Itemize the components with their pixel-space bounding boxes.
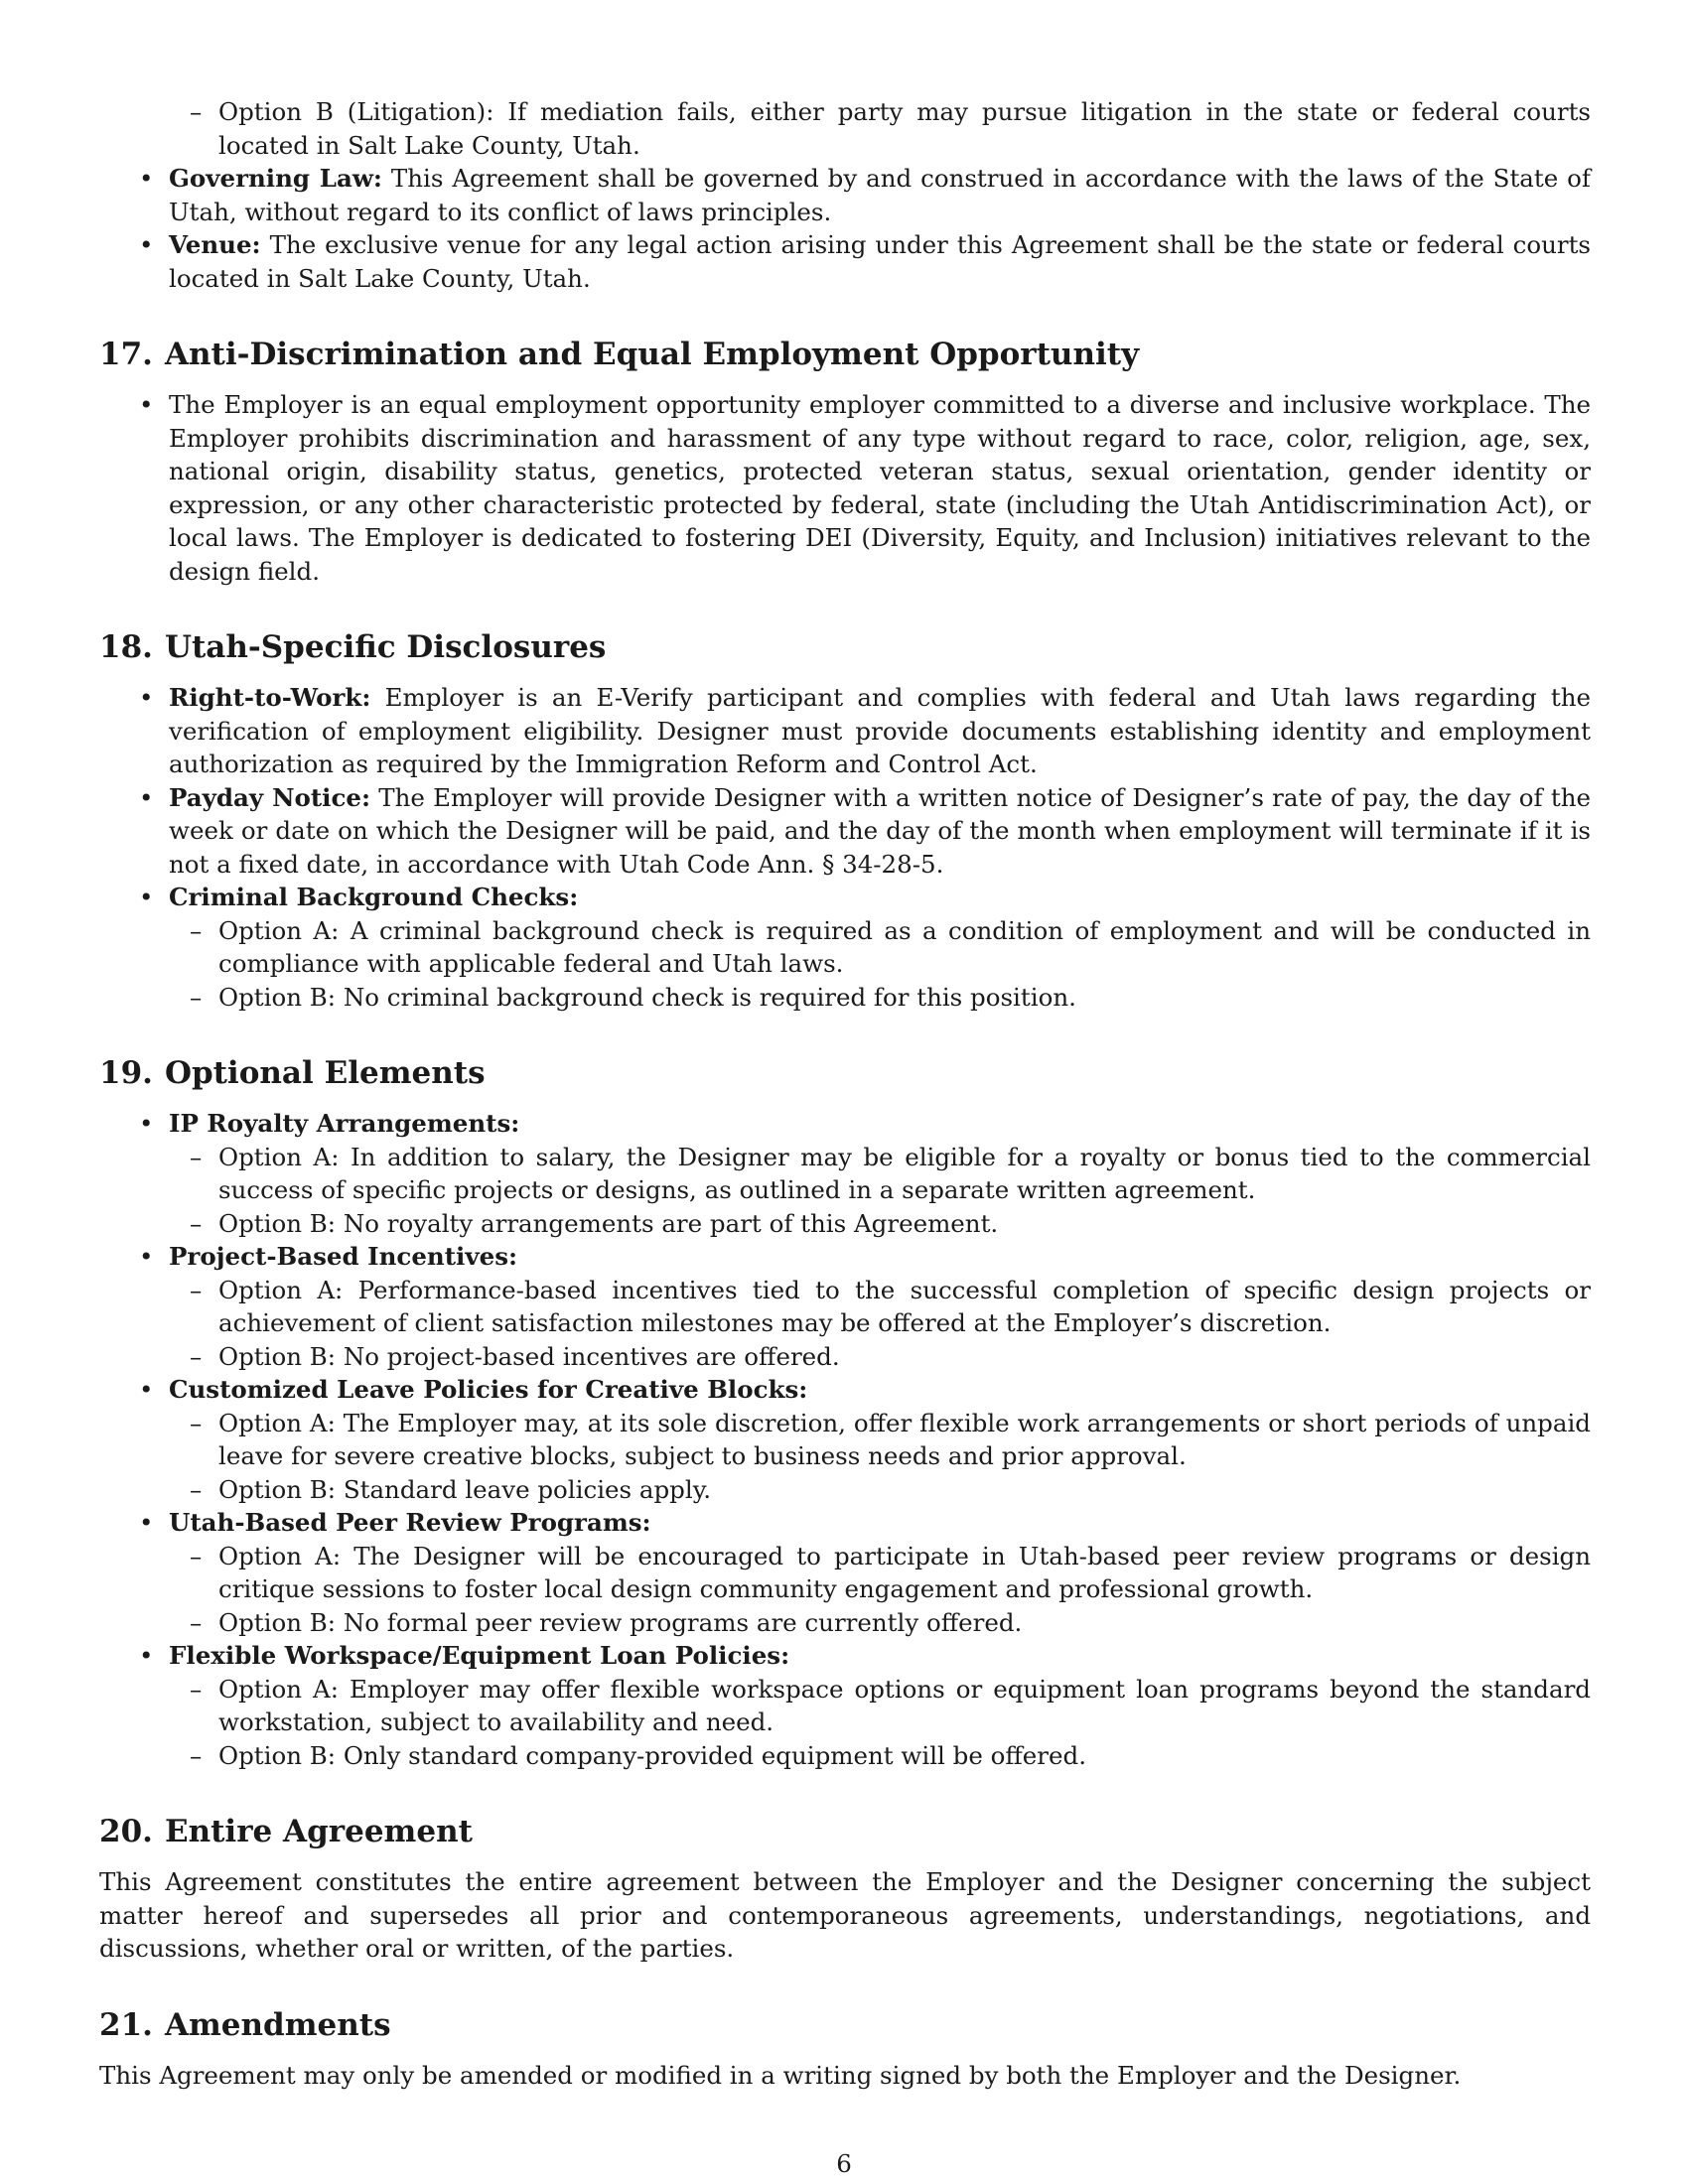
sub-list-item: – Option A: The Designer will be encouraged to participate in Utah-based peer review programs or design critique sessions to foster local design community engagement and professional growth.	[159, 1540, 1591, 1606]
list-item: – Option B (Litigation): If mediation fails, either party may pursue litigation in the state or federal courts located in Salt Lake County, Utah.	[159, 95, 1591, 162]
sub-list-item: – Option A: A criminal background check is required as a condition of employment and will be conducted in compliance with applicable federal and Utah laws.	[159, 914, 1591, 981]
list-item: • Criminal Background Checks: – Option A: A criminal background check is required as a condition of employment and will be conducted in compliance with applicable federal and Utah laws. – Option B: No criminal background check is required for this position.	[99, 881, 1591, 1014]
list-item: • Payday Notice: The Employer will provide Designer with a written notice of Designer’s rate of pay, the day of the week or date on which the Designer will be paid, and the day of the month when employment will terminate if it is not a fixed date, in accordance with Utah Code Ann. § 34-28-5.	[99, 781, 1591, 882]
sub-list-item: – Option B: No criminal background check is required for this position.	[159, 981, 1591, 1015]
section-heading: 19. Optional Elements	[99, 1055, 486, 1091]
section-heading: 17. Anti-Discrimination and Equal Employment Opportunity	[99, 337, 1140, 372]
section-heading: 21. Amendments	[99, 2006, 391, 2043]
list-item: • IP Royalty Arrangements: – Option A: In addition to salary, the Designer may be eligible for a royalty or bonus tied to the commercial success of specific projects or designs, as outlined in a separate written agreement. – Option B: No royalty arrangements are part of this Agreement.	[99, 1107, 1591, 1240]
list-item: • Utah-Based Peer Review Programs: – Option A: The Designer will be encouraged to participate in Utah-based peer review programs or design critique sessions to foster local design community engagement and professional growth. – Option B: No formal peer review programs are currently offered.	[99, 1506, 1591, 1639]
section-list	[99, 1107, 1591, 1772]
list-item: • The Employer is an equal employment opportunity employer committed to a diverse and inclusive workplace. The Employer prohibits discrimination and harassment of any type without regard to race, color, religion, age, sex, national origin, disability status, genetics, protected veteran status, sexual orientation, gender identity or expression, or any other characteristic protected by federal, state (including the Utah Antidiscrimination Act), or local laws. The Employer is dedicated to fostering DEI (Diversity, Equity, and Inclusion) initiatives relevant to the design field.	[99, 388, 1591, 588]
section-heading: 18. Utah-Specific Disclosures	[99, 629, 607, 665]
section-paragraph: This Agreement may only be amended or modified in a writing signed by both the Employer and the Designer.	[99, 2060, 1462, 2090]
sub-list-item: – Option A: In addition to salary, the Designer may be eligible for a royalty or bonus tied to the commercial success of specific projects or designs, as outlined in a separate written agreement.	[159, 1141, 1591, 1207]
sub-list	[159, 1540, 1591, 1640]
section-paragraph: This Agreement constitutes the entire agreement between the Employer and the Designer concerning the subject matter hereof and supersedes all prior and contemporaneous agreements, understandings, negotiations, and discussions, whether oral or written, of the parties.	[99, 1867, 1591, 1963]
sub-list-item: – Option A: The Employer may, at its sole discretion, offer flexible work arrangements or short periods of unpaid leave for severe creative blocks, subject to business needs and prior approval.	[159, 1407, 1591, 1473]
list-item: • Venue: The exclusive venue for any legal action arising under this Agreement shall be the state or federal courts located in Salt Lake County, Utah.	[99, 228, 1591, 295]
sub-list	[159, 1673, 1591, 1773]
section-list	[99, 388, 1591, 588]
section-heading: 20. Entire Agreement	[99, 1814, 473, 1849]
continued-list	[99, 95, 1591, 295]
sub-list	[159, 1407, 1591, 1507]
sub-list	[159, 1274, 1591, 1374]
sub-list	[159, 914, 1591, 1015]
sub-list-item: – Option A: Employer may offer flexible workspace options or equipment loan programs beyond the standard workstation, subject to availability and need.	[159, 1673, 1591, 1739]
sub-list-item: – Option B: No royalty arrangements are part of this Agreement.	[159, 1207, 1591, 1241]
list-item: • Project-Based Incentives: – Option A: Performance-based incentives tied to the successful completion of specific design projects or achievement of client satisfaction milestones may be offered at the Employer’s discretion. – Option B: No project-based incentives are offered.	[99, 1240, 1591, 1373]
list-item: • Flexible Workspace/Equipment Loan Policies: – Option A: Employer may offer flexible workspace options or equipment loan programs beyond the standard workstation, subject to availability and need. – Option B: Only standard company-provided equipment will be offered.	[99, 1639, 1591, 1772]
sub-list-item: – Option B: Only standard company-provided equipment will be offered.	[159, 1739, 1591, 1773]
sub-list-item: – Option B: No formal peer review programs are currently offered.	[159, 1606, 1591, 1640]
sub-list	[159, 1141, 1591, 1241]
sub-list-item: – Option A: Performance-based incentives tied to the successful completion of specific design projects or achievement of client satisfaction milestones may be offered at the Employer’s discretion.	[159, 1274, 1591, 1340]
section-list	[99, 681, 1591, 1014]
document-page	[99, 95, 1591, 2092]
sub-list-item: – Option B: Standard leave policies apply.	[159, 1473, 1591, 1507]
list-item: • Governing Law: This Agreement shall be governed by and construed in accordance with the laws of the State of Utah, without regard to its conflict of laws principles.	[99, 162, 1591, 228]
sub-list-item: – Option B: No project-based incentives are offered.	[159, 1340, 1591, 1374]
list-item: • Right-to-Work: Employer is an E-Verify participant and complies with federal and Utah laws regarding the verification of employment eligibility. Designer must provide documents establishing identity and employment authorization as required by the Immigration Reform and Control Act.	[99, 681, 1591, 781]
page-number: 6	[836, 2149, 852, 2178]
list-item: • Customized Leave Policies for Creative Blocks: – Option A: The Employer may, at its sole discretion, offer flexible work arrangements or short periods of unpaid leave for severe creative blocks, subject to business needs and prior approval. – Option B: Standard leave policies apply.	[99, 1373, 1591, 1506]
